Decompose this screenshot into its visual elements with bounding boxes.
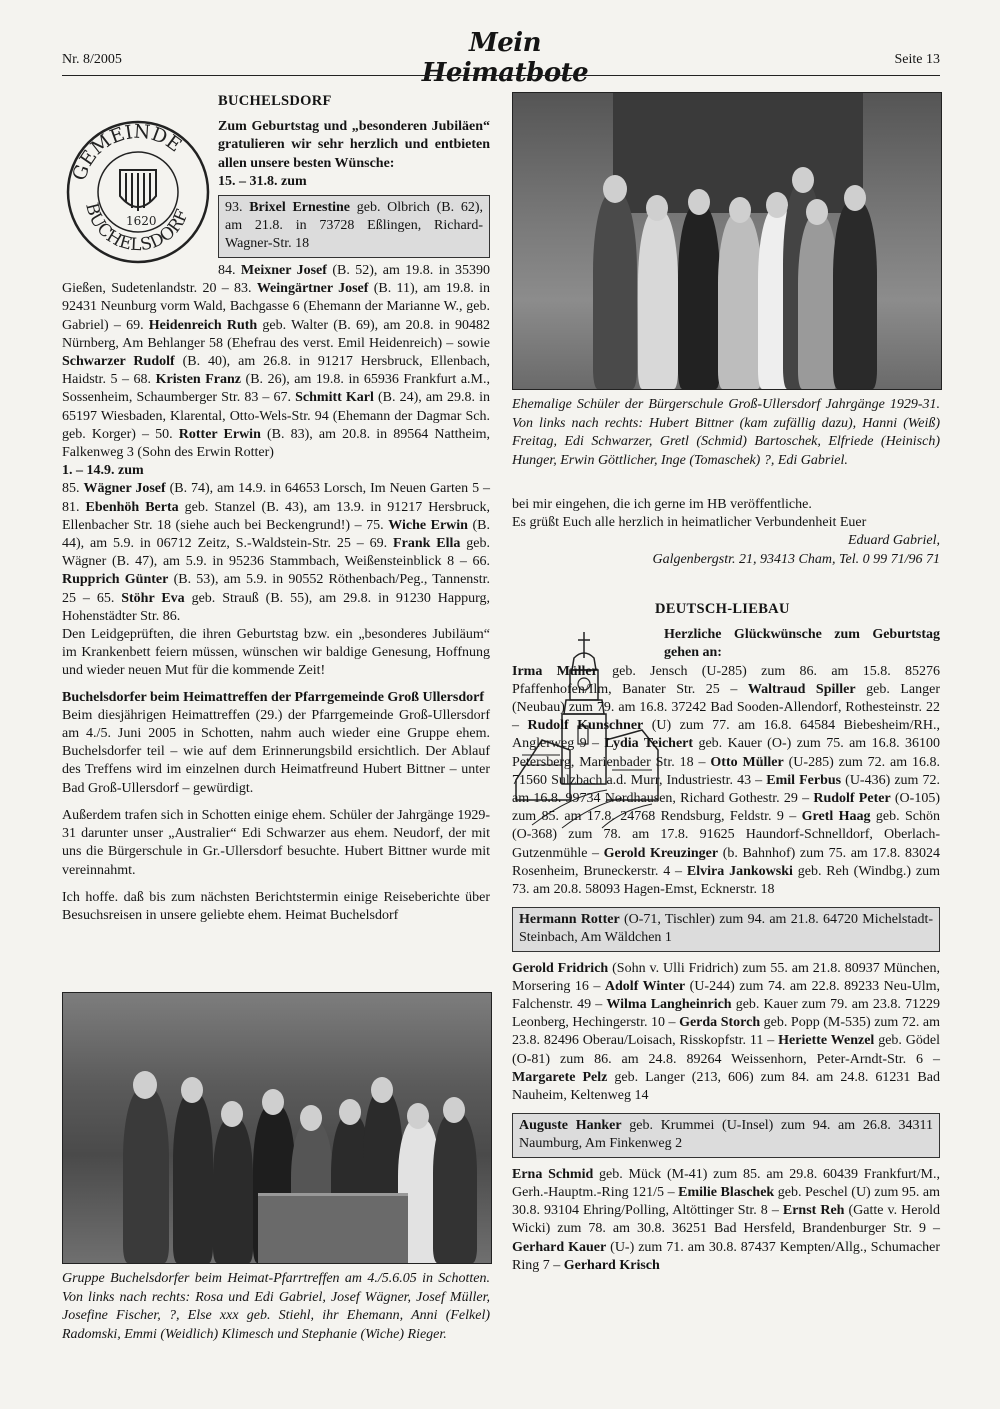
municipal-seal-icon — [64, 118, 212, 266]
entry-details: (U-244) zum 74. am 22.8. 89233 Neu-Ulm, Falchenstr. 49 – — [512, 978, 940, 1013]
person-name: Rudolf Kunschner — [527, 718, 644, 734]
person-name: Weingärtner Josef — [256, 281, 369, 297]
continuation-line-2: Es grüßt Euch alle herzlich in heimatlicher Verbundenheit Euer — [512, 515, 867, 531]
date-range-september: 1. – 14.9. zum — [62, 463, 144, 479]
report-paragraph-1: Beim diesjährigen Heimattreffen (29.) der Pfarrgemeinde Groß-Ullersdorf am 4./5. Juni 2005 in Schotten, nahm auch wieder eine Gruppe ehem. Buchelsdorfer teil – wie auf dem Erinnerungsbild ersichtlich. Der Ablauf des Treffens wird im einzelnen durch Heimatfreund Hubert Bittner – unter Bad Groß-Ullersdorf – gewürdigt. — [62, 707, 490, 796]
buchelsdorf-intro: Zum Geburtstag und „besonderen Jubiläen“ gratulieren wir sehr herzlich und entbieten allen unsere besten Wünsche: — [218, 119, 490, 171]
person-name: Emilie Blaschek — [678, 1184, 775, 1200]
entry-details: geb. Gödel (O-81) zum 86. am 24.8. 89264 Weissenhorn, Peter-Arndt-Str. 6 – — [512, 1033, 940, 1067]
birthday-list-august — [62, 262, 490, 462]
photo-caption-buchelsdorf: Gruppe Buchelsdorfer beim Heimat-Pfarrtreffen am 4./5.6.05 in Schotten. Von links nach rechts: Rosa und Edi Gabriel, Josef Wägner, Josef Müller, Josefine Fischer, ?, Else xxx geb. Stiehl, ihr Ehemann, Anni (Felkel) Radomski, Emmi (Weidlich) Klimesch und Stephanie (Wiche) Rieger. — [62, 1271, 490, 1342]
person-name: Gerda Storch — [679, 1015, 761, 1031]
highlight-box-brixel: 93. Brixel Ernestine geb. Olbrich (B. 62), am 21.8. in 73728 Eßlingen, Richard-Wagner-Str. 18 — [218, 195, 490, 258]
person-name: Elvira Jankowski — [686, 863, 793, 879]
date-range-august: 15. – 31.8. zum — [218, 173, 307, 189]
highlight-name: Brixel Ernestine — [249, 200, 351, 216]
entry-details: geb. Stanzel (B. 43), am 13.9. in 91217 Hersbruck, Ellenbacher Str. 18 (siehe auch bei Beckengrund!) – 75. — [62, 499, 490, 533]
entry-details: (B. 53), am 5.9. in 90552 Röthenbach/Peg., Tannenstr. 25 – 65. — [62, 572, 491, 606]
person-name: Otto Müller — [710, 754, 784, 770]
signature-name: Eduard Gabriel, — [847, 533, 940, 549]
person-name: Erna Schmid — [512, 1166, 594, 1182]
birthday-list-september — [62, 480, 490, 626]
buchelsdorf-body — [62, 262, 490, 925]
entry-details: (O-105) zum 85. am 17.8. 24768 Rendsburg, Feldstr. 9 – — [512, 791, 940, 825]
person-name: Wägner Josef — [83, 481, 166, 497]
person-name: Heriette Wenzel — [778, 1033, 875, 1049]
page-number: Seite 13 — [894, 52, 940, 67]
section-title-deutsch-liebau: DEUTSCH-LIEBAU — [655, 601, 790, 617]
closing-wishes: Den Leidgeprüften, die ihren Geburtstag bzw. ein „besonderes Jubiläum“ im Krankenbett feiern müssen, wünschen wir baldige Genesung, Hoffnung und wieder neuen Mut für die kommende Zeit! — [62, 627, 490, 679]
header-rule — [62, 75, 940, 76]
entry-details: geb. Wägner (B. 47), am 5.9. in 95236 Stammbach, Weißensteinblick 8 – 66. — [62, 536, 490, 570]
person-name: Wiche Erwin — [388, 517, 468, 533]
svg-text:1620: 1620 — [126, 214, 157, 228]
subsection-title-heimattreffen: Buchelsdorfer beim Heimattreffen der Pfarrgemeinde Groß Ullersdorf — [62, 689, 484, 705]
entry-details: geb. Walter (B. 69), am 20.8. in 90482 Nürnberg, Am Behlanger 58 (Ehefrau des verst. Emil Heidenreich) – sowie — [62, 317, 490, 351]
entry-details: (B. 26), am 19.8. in 65936 Frankfurt a.M., Sossenheim, Schaumberger Str. 83 – 67. — [62, 372, 490, 406]
entry-details: (B. 24), am 29.8. in 65197 Wiesbaden, Klarental, Otto-Wels-Str. 94 (Ehemann der Dagmar Sch. geb. Korger) – 50. — [62, 390, 490, 442]
person-name: Kristen Franz — [155, 372, 241, 388]
entry-details: geb. Kauer (O-) zum 75. am 16.8. 36100 Petersberg, Marienbader Str. 18 – — [512, 736, 941, 770]
liebau-list-1 — [512, 663, 940, 900]
person-name: Schwarzer Rudolf — [62, 354, 175, 370]
letter-continuation — [512, 496, 940, 569]
section-title-buchelsdorf: BUCHELSDORF — [218, 93, 332, 109]
entry-details: (U) zum 77. am 16.8. 64584 Biebesheim/RH., Anglerweg 9 – — [512, 718, 941, 752]
entry-details: geb. Kauer zum 79. am 23.8. 71229 Leonberg, Hechingerstr. 10 – — [512, 997, 941, 1031]
photo-caption-schueler: Ehemalige Schüler der Bürgerschule Groß-Ullersdorf Jahrgänge 1929-31. Von links nach rechts: Hubert Bittner (kam zufällig dazu), Hanni (Weiß) Freitag, Edi Schwarzer, Gretl (Schmid) Bartoschek, Elfriede (Heinisch) Hunger, Erwin Göttlicher, Inge (Tomaschek) ?, Edi Gabriel. — [512, 397, 940, 468]
svg-text:BUCHELSDORF: BUCHELSDORF — [81, 200, 193, 256]
issue-number: Nr. 8/2005 — [62, 52, 122, 67]
entry-details: (b. Bahnhof) zum 75. am 17.8. 83024 Rosenheim, Bruneckerstr. 4 – — [512, 845, 940, 879]
person-name: Rupprich Günter — [62, 572, 169, 588]
person-name: Margarete Pelz — [512, 1069, 608, 1085]
svg-text:GEMEINDE: GEMEINDE — [68, 120, 186, 184]
person-name: Schmitt Karl — [295, 390, 374, 406]
highlight-box-hanker: Auguste Hanker geb. Krummei (U-Insel) zum 94. am 26.8. 34311 Naumburg, Am Finkenweg 2 — [512, 1113, 940, 1157]
person-name: Adolf Winter — [604, 978, 686, 994]
entry-details: geb. Schön (O-368) zum 78. am 17.8. 91625 Haundorf-Schnelldorf, Oberlach-Gutzenmühle – — [512, 809, 941, 861]
person-name: Meixner Josef — [240, 263, 327, 278]
entry-details: geb. Mück (M-41) zum 85. am 29.8. 60439 Frankfurt/M., Gerh.-Hauptm.-Ring 121/5 – — [512, 1166, 940, 1200]
person-name: Gretl Haag — [801, 809, 871, 825]
group-photo-schueler — [512, 92, 942, 390]
entry-details: geb. Langer (213, 606) zum 84. am 24.8. 61231 Bad Nauheim, Keltenweg 14 — [512, 1069, 940, 1104]
person-name: Gerold Kreuzinger — [603, 845, 719, 861]
entry-details: (B. 83), am 20.8. in 89564 Nattheim, Falkenweg 3 (Sohn des Erwin Rotter) — [62, 426, 490, 461]
person-name: Emil Ferbus — [766, 772, 842, 788]
entry-details: (B. 44), am 5.9. in 06712 Zeitz, S.-Waldstein-Str. 25 – 69. — [62, 517, 490, 552]
signature-address: Galgenbergstr. 21, 93413 Cham, Tel. 0 99 71/96 71 — [652, 551, 940, 567]
entry-number: 84. — [218, 263, 241, 278]
continuation-line-1: bei mir eingehen, die ich gerne im HB veröffentliche. — [512, 497, 812, 512]
entry-details: (B. 40), am 26.8. in 91217 Hersbruck, Ellenbach, Haidstr. 5 – 68. — [62, 354, 490, 388]
report-paragraph-3: Ich hoffe. daß bis zum nächsten Berichtstermin einige Reiseberichte über Besuchsreisen in unsere geliebte ehem. Heimat Buchelsdorf — [62, 889, 490, 923]
liebau-list-3 — [512, 1166, 940, 1275]
entry-details: (U-285) zum 72. am 16.8. 71560 Sulzbach a.d. Murr, Industriestr. 43 – — [512, 754, 941, 788]
deutsch-liebau-section — [512, 600, 940, 1275]
group-photo-buchelsdorf — [62, 992, 492, 1264]
person-name: Ebenhöh Berta — [85, 499, 179, 515]
entry-details: geb. Peschel (U) zum 95. am 30.8. 93104 Ehring/Polling, Altöttinger Str. 8 – — [512, 1184, 941, 1219]
entry-details: geb. Popp (M-535) zum 72. am 23.8. 82496 Oberau/Loisach, Risskopfstr. 11 – — [512, 1015, 941, 1049]
liebau-intro: Herzliche Glückwünsche zum Geburtstag gehen an: — [664, 627, 940, 661]
entry-details: (Gatte v. Herold Wicki) zum 78. am 30.8. 36251 Bad Hersfeld, Brandenburger Str. 9 – — [512, 1203, 940, 1237]
report-paragraph-2: Außerdem trafen sich in Schotten einige ehem. Schüler der Jahrgänge 1929-31 darunter unser „Australier“ Edi Schwarzer aus ehem. Neudorf, der mit uns die Bürgerschule in Gr.-Ullersdorf besuchte. Hubert Bittner wurde mit vereinnahmt. — [62, 807, 490, 878]
person-name: Gerold Fridrich — [512, 960, 609, 976]
person-name: Waltraud Spiller — [747, 681, 856, 697]
person-name: Wilma Langheinrich — [606, 997, 732, 1013]
entry-details: (B. 11), am 19.8. in 92431 Neunburg vorm Wald, Bachgasse 6 (Ehemann der Marianne W., geb. Gabriel) – 69. — [62, 281, 490, 333]
person-name: Lydia Teichert — [604, 736, 694, 752]
entry-details: geb. Jensch (U-285) zum 86. am 15.8. 85276 Pfaffenhofen/Ilm, Banater Str. 25 – — [512, 663, 941, 697]
entry-details: (U-) zum 71. am 30.8. 87437 Kempten/Allg., Schumacher Ring 7 – — [512, 1239, 941, 1273]
entry-number: 85. — [62, 481, 84, 497]
person-name: Irma Müller — [512, 663, 598, 679]
highlight-box-rotter: Hermann Rotter (O-71, Tischler) zum 94. am 21.8. 64720 Michelstadt-Steinbach, Am Wäldchen 1 — [512, 907, 940, 951]
entry-details: (B. 52), am 19.8. in 35390 Gießen, Sudetenlandstr. 20 – 83. — [62, 263, 491, 297]
entry-details: geb. Reh (Windbg.) zum 73. am 20.8. 58093 Hagen-Emst, Ecknerstr. 18 — [512, 863, 940, 898]
masthead-title: Mein Heimatbote — [421, 28, 589, 88]
liebau-list-2 — [512, 960, 940, 1106]
person-name: Rotter Erwin — [178, 426, 261, 442]
entry-details: geb. Strauß (B. 55), am 29.8. in 91230 Happurg, Hohenstädter Str. 86. — [62, 590, 491, 624]
person-name: Rudolf Peter — [813, 791, 891, 807]
person-name: Gerhard Krisch — [563, 1257, 660, 1273]
entry-details: (U-436) zum 72. am 16.8. 99734 Nordhausen, Richard Gothestr. 29 – — [512, 772, 941, 807]
entry-details: (B. 74), am 14.9. in 64653 Lorsch, Im Neuen Garten 5 – 81. — [62, 481, 490, 515]
person-name: Gerhard Kauer — [512, 1239, 607, 1255]
person-name: Stöhr Eva — [121, 590, 185, 606]
person-name: Heidenreich Ruth — [148, 317, 258, 333]
person-name: Frank Ella — [393, 536, 461, 552]
entry-details: geb. Langer (Neubau) zum 79. am 16.8. 37242 Bad Sooden-Allendorf, Rothesteinstr. 22 – — [512, 681, 940, 734]
entry-details: (Sohn v. Ulli Fridrich) zum 55. am 21.8. 80937 München, Morsering 16 – — [512, 960, 940, 994]
person-name: Ernst Reh — [782, 1203, 845, 1219]
